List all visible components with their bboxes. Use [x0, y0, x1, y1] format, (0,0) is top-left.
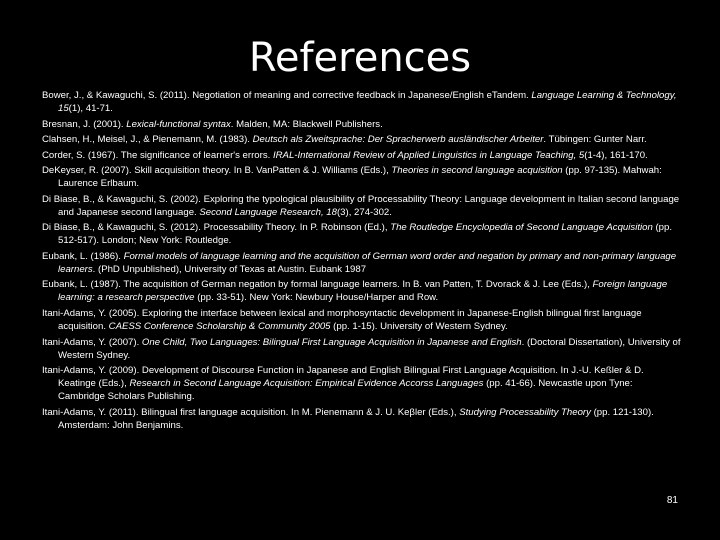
- reference-entry: [42, 164, 682, 190]
- reference-italic-text: Deutsch als Zweitsprache: Der Spracherwerb ausländischer Arbeiter: [252, 134, 544, 146]
- reference-text: (pp. 33-51). New York: Newbury House/Harper and Row.: [194, 292, 439, 304]
- reference-italic-text: Theories in second language acquisition: [391, 165, 563, 177]
- reference-text: Itani-Adams, Y. (2005). Exploring the interface between lexical and morphosyntactic development in Japanese-English bilingual first language acquisition.: [42, 307, 642, 333]
- reference-italic-text: IRAL-International Review of Applied Linguistics in Language Teaching, 5: [272, 149, 585, 161]
- page-number: 81: [666, 495, 678, 506]
- reference-text: Corder, S. (1967). The significance of learner's errors.: [42, 149, 273, 161]
- reference-italic-text: Formal models of language learning and the acquisition of German word order and negation by primary and non-primary language learners: [58, 250, 677, 275]
- reference-text: . (Doctoral Dissertation), University of Western Sydney.: [58, 336, 681, 361]
- reference-entry: [42, 336, 682, 362]
- reference-italic-text: Research in Second Language Acquisition: Empirical Evidence Accorss Languages: [129, 378, 484, 390]
- reference-text: . Malden, MA: Blackwell Publishers.: [230, 118, 383, 130]
- reference-entry: [42, 118, 682, 131]
- reference-text: (3), 274-302.: [336, 206, 392, 218]
- reference-text: Eubank, L. (1987). The acquisition of German negation by formal language learners. In B. van Patten, T. Dvorack & J. Lee (Eds.),: [42, 279, 593, 291]
- reference-text: (pp. 97-135). Mahwah: Laurence Erlbaum.: [58, 165, 662, 190]
- reference-italic-text: Foreign language learning: a research perspective: [58, 279, 668, 304]
- reference-text: Bresnan, J. (2001).: [42, 118, 127, 130]
- reference-entry: [42, 406, 682, 432]
- reference-text: (pp. 41-66). Newcastle upon Tyne: Cambridge Scholars Publishing.: [58, 378, 633, 403]
- reference-list: [42, 89, 682, 434]
- page-title: References: [248, 35, 472, 81]
- reference-text: Itani-Adams, Y. (2009). Development of Discourse Function in Japanese and English Bilingual First Language Acquisition. In J.-U. Keßler & D. Keatinge (Eds.),: [42, 365, 644, 390]
- reference-text: DeKeyser, R. (2007). Skill acquisition theory. In B. VanPatten & J. Williams (Eds.),: [42, 165, 392, 177]
- reference-entry: [42, 149, 682, 162]
- reference-text: (1-4), 161-170.: [584, 149, 648, 161]
- reference-text: (pp. 1-15). University of Western Sydney.: [330, 321, 508, 333]
- reference-text: Eubank, L. (1986).: [42, 250, 124, 262]
- reference-italic-text: One Child, Two Languages: Bilingual First Language Acquisition in Japanese and English: [141, 336, 522, 348]
- reference-entry: [42, 89, 682, 115]
- reference-text: (pp. 512-517). London; New York: Routledge.: [58, 222, 672, 247]
- reference-text: Bower, J., & Kawaguchi, S. (2011). Negotiation of meaning and corrective feedback in Japanese/English eTandem.: [42, 90, 532, 101]
- reference-italic-text: Second Language Research, 18: [199, 206, 337, 218]
- reference-entry: [42, 133, 682, 146]
- reference-italic-text: Lexical-functional syntax: [126, 118, 231, 130]
- reference-entry: [42, 221, 682, 247]
- reference-italic-text: CAESS Conference Scholarship & Community 2005: [108, 321, 331, 333]
- reference-text: (1), 41-71.: [68, 103, 113, 115]
- reference-entry: [42, 250, 682, 276]
- reference-entry: [42, 364, 682, 403]
- reference-entry: [42, 307, 682, 333]
- reference-text: Clahsen, H., Meisel, J., & Pienemann, M. (1983).: [42, 134, 253, 146]
- reference-italic-text: The Routledge Encyclopedia of Second Language Acquisition: [390, 222, 653, 234]
- reference-text: . Tübingen: Gunter Narr.: [543, 134, 647, 146]
- reference-entry: [42, 193, 682, 219]
- reference-text: Itani-Adams, Y. (2007).: [42, 336, 142, 348]
- reference-text: . (PhD Unpublished), University of Texas at Austin. Eubank 1987: [92, 263, 367, 275]
- reference-italic-text: Language Learning & Technology, 15: [58, 90, 677, 115]
- reference-text: Di Biase, B., & Kawaguchi, S. (2002). Exploring the typological plausibility of Processability Theory: Language development in Italian second language and Japanese second language.: [42, 193, 680, 218]
- reference-text: (pp. 121-130). Amsterdam: John Benjamins.: [58, 406, 654, 431]
- reference-italic-text: Studying Processability Theory: [459, 406, 591, 418]
- reference-entry: [42, 278, 682, 304]
- reference-text: Itani-Adams, Y. (2011). Bilingual first language acquisition. In M. Pienemann & J. U. Keβler (Eds.),: [42, 406, 460, 418]
- reference-text: Di Biase, B., & Kawaguchi, S. (2012). Processability Theory. In P. Robinson (Ed.),: [42, 222, 391, 234]
